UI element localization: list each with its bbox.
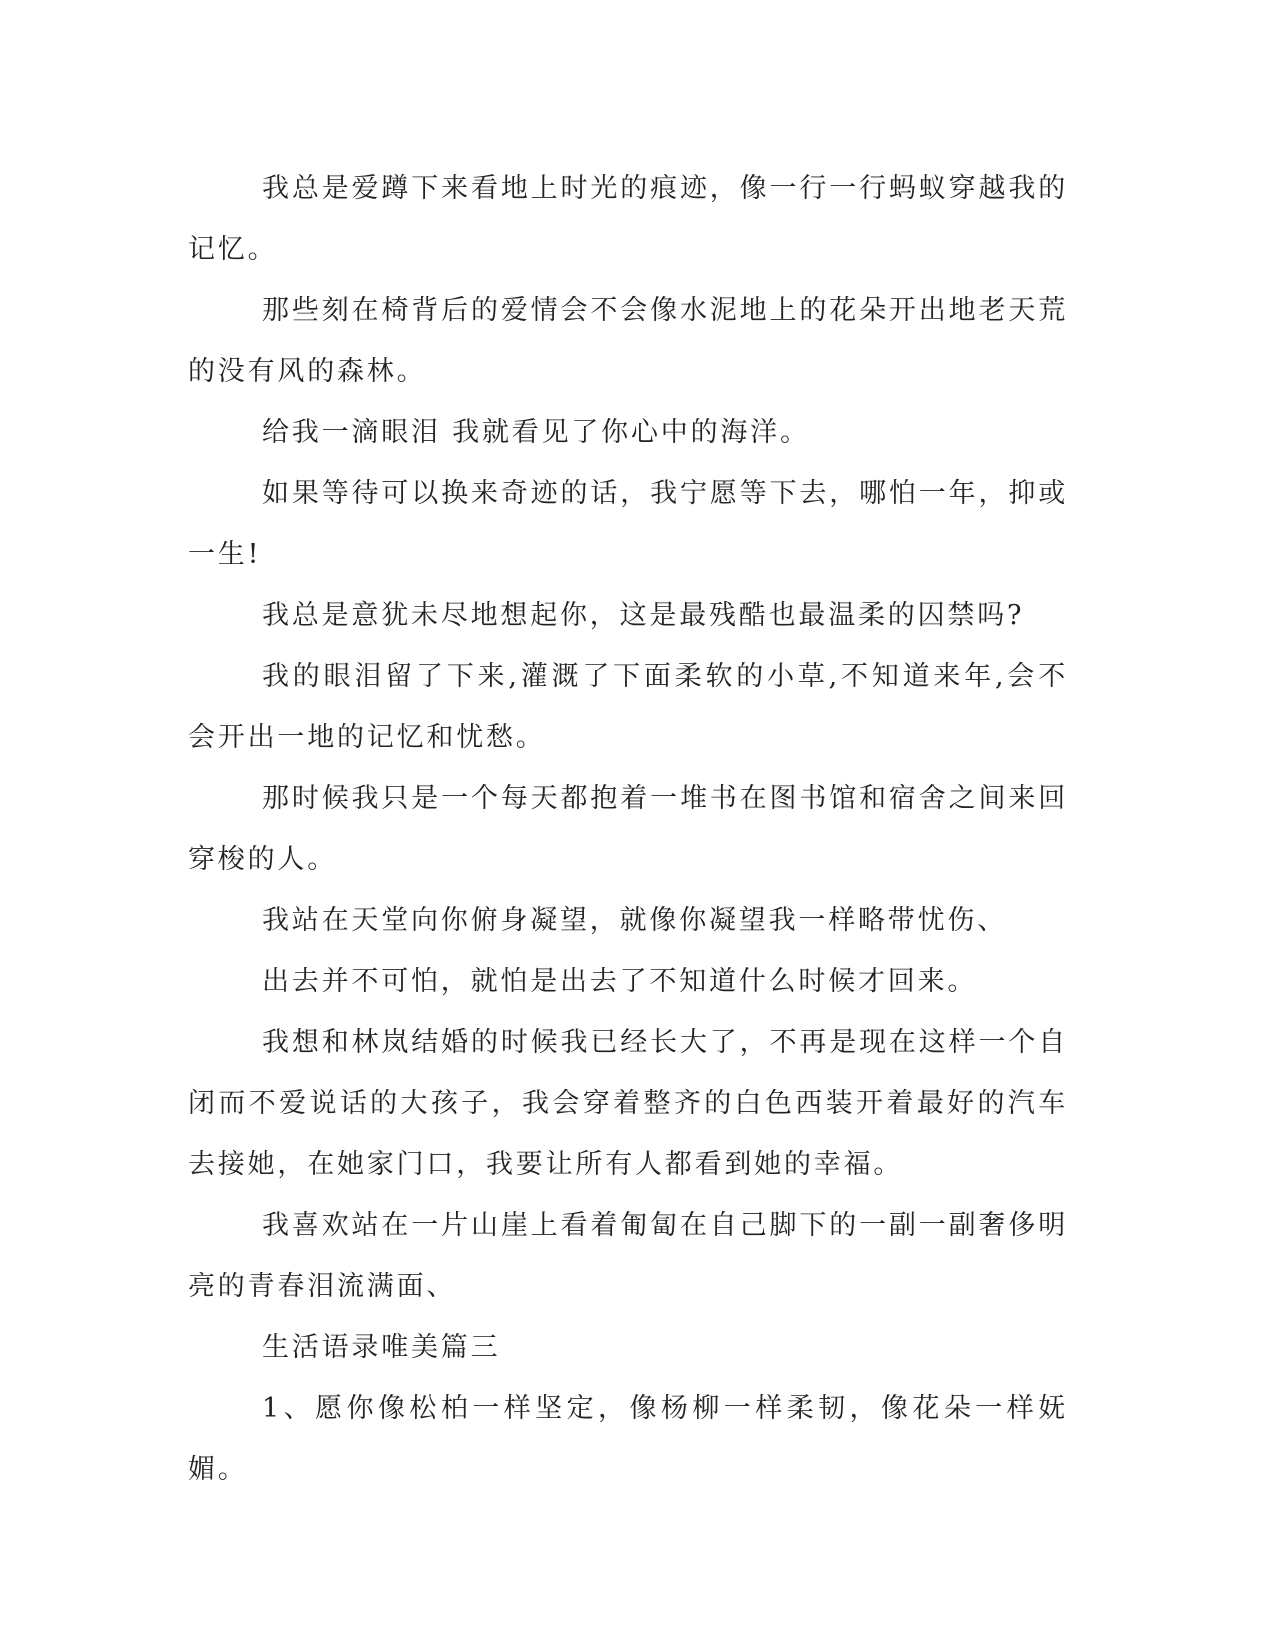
paragraph: 那些刻在椅背后的爱情会不会像水泥地上的花朵开出地老天荒的没有风的森林。	[188, 295, 1068, 387]
document-body	[188, 158, 1068, 1500]
list-item: 1、愿你像松柏一样坚定，像杨柳一样柔韧，像花朵一样妩媚。	[188, 1393, 1068, 1485]
paragraph: 我喜欢站在一片山崖上看着匍匐在自己脚下的一副一副奢侈明亮的青春泪流满面、	[188, 1210, 1068, 1302]
paragraph: 如果等待可以换来奇迹的话，我宁愿等下去，哪怕一年，抑或一生!	[188, 478, 1068, 570]
section-heading: 生活语录唯美篇三	[262, 1332, 501, 1363]
paragraph: 我想和林岚结婚的时候我已经长大了，不再是现在这样一个自闭而不爱说话的大孩子，我会穿着整齐的白色西装开着最好的汽车去接她，在她家门口，我要让所有人都看到她的幸福。	[188, 1027, 1068, 1180]
paragraph: 我的眼泪留了下来,灌溉了下面柔软的小草,不知道来年,会不会开出一地的记忆和忧愁。	[188, 661, 1068, 753]
paragraph: 我总是意犹未尽地想起你，这是最残酷也最温柔的囚禁吗?	[262, 600, 1025, 631]
paragraph: 出去并不可怕，就怕是出去了不知道什么时候才回来。	[262, 966, 978, 997]
paragraph: 我总是爱蹲下来看地上时光的痕迹，像一行一行蚂蚁穿越我的记忆。	[188, 173, 1068, 265]
paragraph: 那时候我只是一个每天都抱着一堆书在图书馆和宿舍之间来回穿梭的人。	[188, 783, 1068, 875]
paragraph: 我站在天堂向你俯身凝望，就像你凝望我一样略带忧伤、	[262, 905, 1007, 936]
paragraph: 给我一滴眼泪 我就看见了你心中的海洋。	[262, 417, 810, 448]
